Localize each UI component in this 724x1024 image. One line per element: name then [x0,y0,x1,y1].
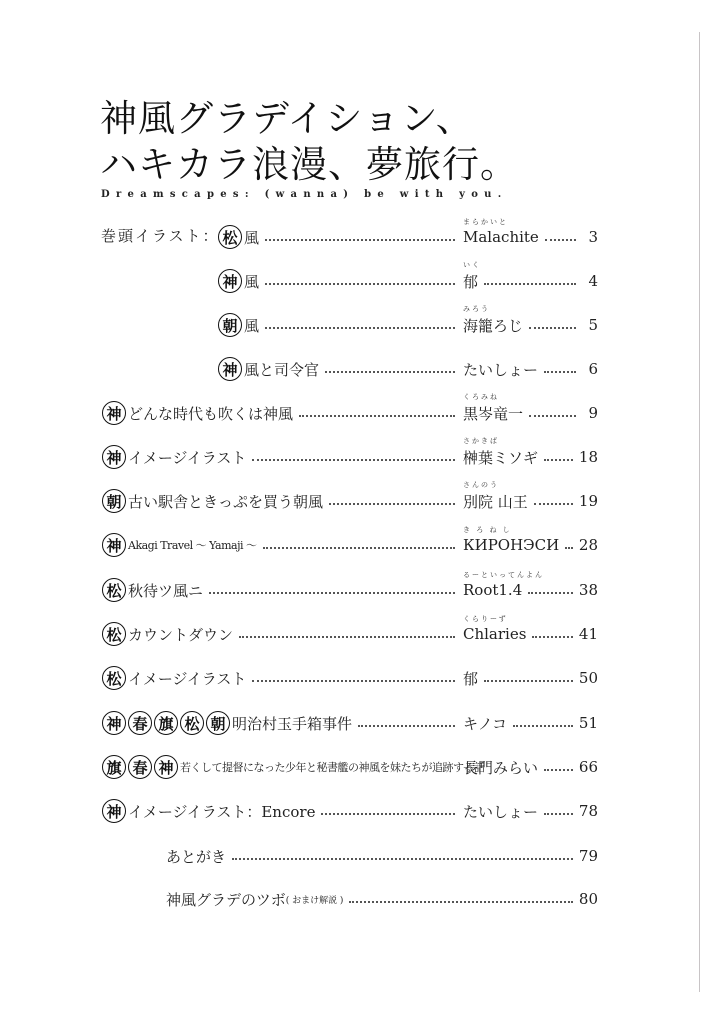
entry-title: 風 [244,228,260,247]
dot-leader [532,636,572,638]
author-block [463,304,524,336]
author-name: Malachite [463,228,539,246]
toc-row-author[interactable] [463,436,598,470]
character-badge-icon: 神 [102,445,126,469]
author-block [463,218,539,246]
character-badge-icon: 朝 [218,313,242,337]
entry-title: 秋待ツ風ニ [128,581,204,600]
author-name: Root1.4 [463,581,523,599]
dot-leader [239,636,455,638]
toc-row-author[interactable] [463,526,598,558]
author-name: 榊葉ミソギ [463,448,539,467]
dot-leader [232,858,573,860]
character-badge-icon: 旗 [102,755,126,779]
author-name: キノコ [463,714,507,733]
character-badge-icon: 春 [128,755,152,779]
character-badge-icon: 神 [218,357,242,381]
character-badge-icon: 神 [102,401,126,425]
toc-row[interactable] [218,356,461,382]
character-badge-icon: 春 [128,711,152,735]
page-number: 28 [578,536,598,554]
toc-row[interactable] [102,577,461,603]
page-number: 66 [578,758,598,776]
book-title [100,96,518,188]
toc-row[interactable] [102,754,485,780]
dot-leader [265,239,455,241]
page-number: 38 [578,581,598,599]
toc-row[interactable] [102,400,461,426]
toc-row-author[interactable] [463,754,598,780]
page-number: 6 [588,360,598,378]
dot-leader [529,415,576,417]
character-badge-icon: 神 [218,269,242,293]
page-number: 19 [578,492,598,510]
page-number: 18 [578,448,598,466]
character-badge-icon: 朝 [102,489,126,513]
character-badge-icon: 朝 [206,711,230,735]
author-name: 郁 [463,669,479,688]
author-ruby: さかきば [463,436,499,445]
dot-leader [544,769,573,771]
author-ruby: き ろ ね し [463,526,512,534]
entry-title: あとがき [166,847,227,866]
dot-leader [265,327,455,329]
page-number: 51 [578,714,598,732]
dot-leader [484,283,576,285]
dot-leader [513,725,573,727]
author-block [463,757,538,778]
dot-leader [528,592,573,594]
dot-leader [534,503,573,505]
toc-row-author[interactable] [463,710,598,736]
dot-leader [358,725,455,727]
page-edge-line [699,32,700,992]
page-number: 41 [578,625,598,643]
author-ruby: るーといってんよん [463,571,544,579]
page-number: 3 [588,228,598,246]
page-number: 50 [578,669,598,687]
author-ruby: さんのう [463,480,499,489]
character-badge-icon: 神 [102,711,126,735]
dot-leader [545,239,576,241]
character-badge-icon: 松 [218,225,242,249]
dot-leader [349,901,572,903]
toc-row-author[interactable] [463,615,598,647]
entry-title: カウントダウン [128,625,234,644]
toc-row[interactable] [102,444,461,470]
entry-title: 古い駅舎ときっぷを買う朝風 [128,492,324,511]
dot-leader [265,283,455,285]
author-ruby: くろみね [463,392,499,401]
title-line-2: ハキカラ浪漫、夢旅行。 [100,143,518,186]
dot-leader [325,371,455,373]
author-name: 長門みらい [463,758,539,777]
dot-leader [544,813,573,815]
author-block [463,260,481,292]
character-badge-icon: 神 [102,799,126,823]
author-ruby: いく [463,260,481,269]
author-name: 黒岑竜一 [463,404,524,423]
dot-leader [329,503,455,505]
toc-row[interactable] [218,268,461,294]
page-number: 5 [588,316,598,334]
author-name: 別院 山王 [463,492,528,511]
entry-title: Akagi Travel ～ Yamaji ～ [128,539,257,552]
toc-row[interactable] [102,665,461,691]
toc-row[interactable] [102,798,461,824]
toc-row[interactable] [218,312,461,338]
character-badge-icon: 神 [102,533,126,557]
author-name: Chlaries [463,625,527,643]
author-name: 郁 [463,272,479,291]
page-number: 80 [578,890,598,908]
character-badge-icon: 旗 [154,711,178,735]
author-ruby: まらかいと [463,218,508,226]
author-block [463,359,538,380]
author-name: КИРОНЭСИ [463,536,560,554]
frontispiece-label: 巻頭イラスト： [101,227,220,245]
author-block [463,713,507,734]
author-block [463,668,478,689]
author-name: たいしょー [463,360,539,379]
page-number: 78 [578,802,598,820]
dot-leader [252,459,455,461]
entry-title: どんな時代も吹くは神風 [128,404,294,423]
character-badge-icon: 神 [154,755,178,779]
entry-title: 風 [244,272,260,291]
dot-leader [299,415,455,417]
page-number: 9 [588,404,598,422]
entry-title: 神風グラデのツボ [166,890,286,909]
toc-row-author[interactable] [463,260,598,294]
book-subtitle: Dreamscapes: (wanna) be with you. [101,189,508,200]
toc-row[interactable] [166,886,598,912]
author-name: たいしょー [463,802,539,821]
dot-leader [529,327,576,329]
author-name: 海籠ろじ [463,316,524,335]
dot-leader [263,547,456,549]
toc-row-author[interactable] [463,798,598,824]
page-number: 4 [588,272,598,290]
toc-row-author[interactable] [463,218,598,250]
toc-row-author[interactable] [463,304,598,338]
author-block [463,392,524,424]
author-ruby: みろう [463,304,490,313]
author-block [463,801,538,822]
toc-row-author[interactable] [463,356,598,382]
toc-row-author[interactable] [463,392,598,426]
character-badge-icon: 松 [102,578,126,602]
author-block [463,571,544,599]
dot-leader [544,459,573,461]
toc-row[interactable] [102,710,461,736]
toc-row[interactable] [102,488,461,514]
entry-title: イメージイラスト [128,669,247,688]
author-block [463,615,527,643]
entry-title: 風と司令官 [244,360,320,379]
dot-leader [209,592,455,594]
page-number: 79 [578,847,598,865]
entry-title: 若くして提督になった少年と秘書艦の神風を妹たちが追跡する話 [180,761,485,774]
toc-row[interactable] [218,224,461,250]
dot-leader [544,371,576,373]
entry-title: 風 [244,316,260,335]
character-badge-icon: 松 [180,711,204,735]
entry-title: 明治村玉手箱事件 [232,714,353,733]
dot-leader [565,547,573,549]
toc-row[interactable] [166,843,598,869]
title-line-1: 神風グラデイション、 [100,97,474,140]
entry-note: ( おまけ解説 ) [285,895,344,906]
entry-title: イメージイラスト：Encore [128,802,316,821]
toc-row-author[interactable] [463,665,598,691]
toc-row-author[interactable] [463,480,598,514]
entry-title: イメージイラスト [128,448,247,467]
author-block [463,526,560,554]
dot-leader [484,680,573,682]
character-badge-icon: 松 [102,666,126,690]
dot-leader [252,680,455,682]
toc-row-author[interactable] [463,571,598,603]
character-badge-icon: 松 [102,622,126,646]
author-block [463,480,528,512]
toc-row[interactable] [102,621,461,647]
author-ruby: くらりーず [463,615,508,623]
toc-row[interactable] [102,532,461,558]
author-block [463,436,539,468]
dot-leader [321,813,455,815]
